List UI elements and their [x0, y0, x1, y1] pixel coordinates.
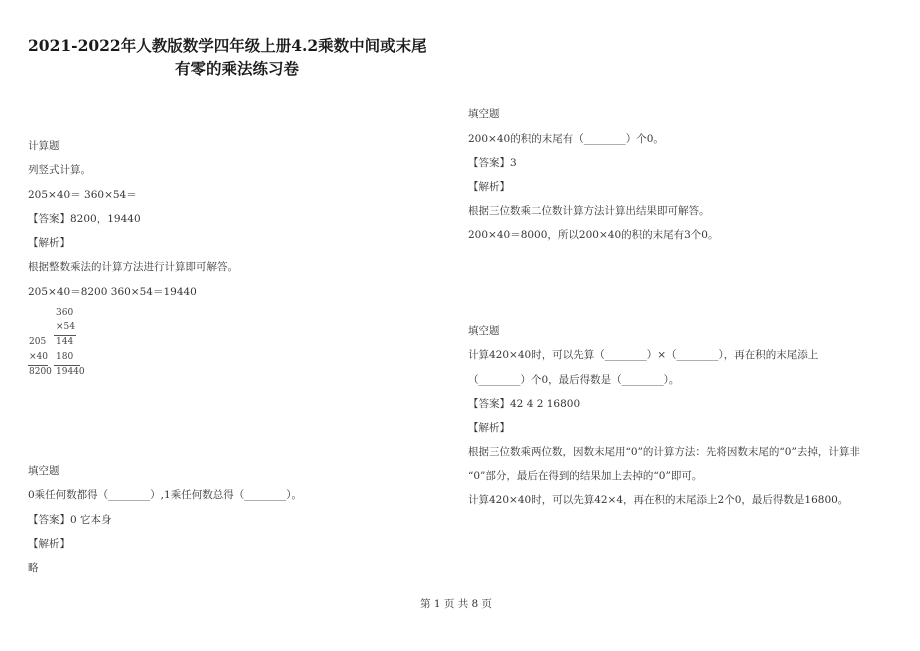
calc-a-rule-2: [54, 365, 80, 366]
calc-b-multiplier: ×40: [29, 352, 48, 362]
calc-a-multiplier: ×54: [56, 322, 75, 332]
calc-a-partial-2: 180: [56, 352, 74, 362]
q2-analysis: 略: [28, 562, 39, 574]
page-footer: 第 1 页 共 8 页: [420, 598, 493, 610]
q4-answer: 【答案】42 4 2 16800: [468, 398, 581, 410]
q2-type: 填空题: [28, 465, 60, 477]
calc-b-result: 8200: [29, 367, 52, 377]
q4-type: 填空题: [468, 325, 500, 337]
q1-type: 计算题: [28, 140, 60, 152]
q1-answer: 【答案】8200，19440: [28, 213, 141, 225]
q4-analysis-3: 计算420×40时，可以先算42×4，再在积的末尾添上2个0，最后得数是16800。: [468, 494, 849, 506]
q4-text-1: 计算420×40时，可以先算（________）×（________），再在积的末尾添上: [468, 349, 819, 361]
page-title-line2: 有零的乘法练习卷: [175, 59, 300, 78]
calc-a-rule-1: [54, 335, 76, 336]
page-title-line1: 2021-2022年人教版数学四年级上册4.2乘数中间或末尾: [28, 36, 427, 55]
q2-text: 0乘任何数都得（________）,1乘任何数总得（________）。: [28, 489, 302, 501]
q1-problem: 205×40＝ 360×54＝: [28, 189, 137, 201]
q4-analysis-2: “0”部分，最后在得到的结果加上去掉的“0”即可。: [468, 470, 703, 482]
q3-analysis-1: 根据三位数乘二位数计算方法计算出结果即可解答。: [468, 205, 710, 217]
q3-text: 200×40的积的末尾有（________）个0。: [468, 133, 664, 145]
q1-instruction: 列竖式计算。: [28, 164, 91, 176]
q1-result: 205×40＝8200 360×54＝19440: [28, 286, 197, 298]
q2-answer: 【答案】0 它本身: [28, 514, 112, 526]
calc-a-partial-1: 144: [56, 337, 74, 347]
q2-analysis-label: 【解析】: [28, 538, 70, 550]
calc-a-result: 19440: [56, 367, 85, 377]
q3-analysis-label: 【解析】: [468, 181, 510, 193]
q3-analysis-2: 200×40＝8000，所以200×40的积的末尾有3个0。: [468, 229, 719, 241]
q3-answer: 【答案】3: [468, 157, 517, 169]
q4-analysis-label: 【解析】: [468, 422, 510, 434]
q3-type: 填空题: [468, 108, 500, 120]
q4-text-2: （________）个0，最后得数是（________）。: [468, 374, 680, 386]
q1-analysis: 根据整数乘法的计算方法进行计算即可解答。: [28, 261, 238, 273]
calc-a-top: 360: [56, 308, 74, 318]
calc-b-rule: [28, 365, 48, 366]
q1-analysis-label: 【解析】: [28, 237, 70, 249]
q4-analysis-1: 根据三位数乘两位数，因数末尾用“0”的计算方法：先将因数末尾的“0”去掉，计算非: [468, 446, 860, 458]
calc-b-top: 205: [29, 337, 47, 347]
